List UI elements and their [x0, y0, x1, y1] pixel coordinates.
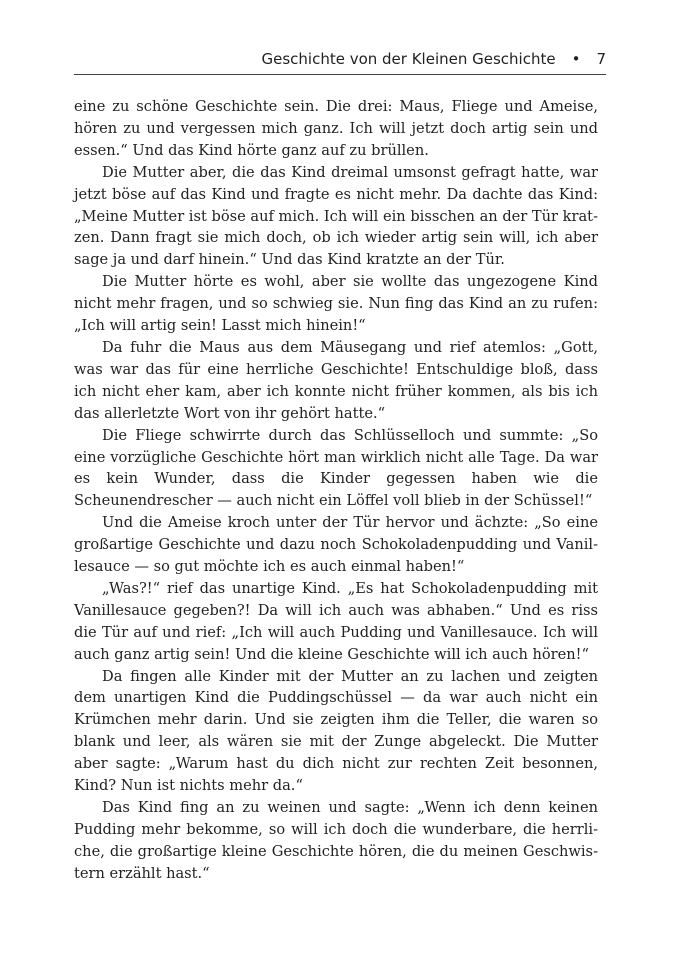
paragraph-9: Das Kind fing an zu weinen und sagte: „Wenn ich denn keinen Pudding mehr bekomme, so will ich doch die wunderbare, die herrliche, die großartige kleine Geschichte hören, die du meinen Geschwistern erzählt hast.“	[74, 799, 598, 882]
page-number: 7	[596, 50, 606, 68]
paragraph-8: Da fingen alle Kinder mit der Mutter an zu lachen und zeigten dem unartigen Kind die Puddingschüssel — da war auch nicht ein Krümchen mehr darin. Und sie zeigten ihm die Teller, die waren so blank und leer, als wären sie mit der Zunge abgeleckt. Die Mutter aber sagte: „Warum hast du dich nicht zur rechten Zeit besonnen, Kind? Nun ist nichts mehr da.“	[74, 667, 598, 795]
header-title: Geschichte von der Kleinen Geschichte	[261, 50, 556, 68]
paragraph-2: Die Mutter aber, die das Kind dreimal umsonst gefragt hatte, war jetzt böse auf das Kind und fragte es nicht mehr. Da dachte das Kind: „Meine Mutter ist böse auf mich. Ich will ein bisschen an der Tür kratzen. Dann fragt sie mich doch, ob ich wieder artig sein will, ich aber sage ja und darf hinein.“ Und das Kind kratzte an der Tür.	[74, 163, 598, 269]
paragraph-3: Die Mutter hörte es wohl, aber sie wollte das ungezogene Kind nicht mehr fragen, und so schwieg sie. Nun fing das Kind an zu rufen: „Ich will artig sein! Lasst mich hinein!“	[74, 273, 598, 335]
running-header	[74, 46, 606, 75]
header-separator: •	[571, 50, 581, 68]
paragraph-1: eine zu schöne Geschichte sein. Die drei: Maus, Fliege und Ameise, hören zu und vergessen mich ganz. Ich will jetzt doch artig sein und essen.“ Und das Kind hörte ganz auf zu brüllen.	[74, 98, 598, 159]
paragraph-7: „Was?!“ rief das unartige Kind. „Es hat Schokoladenpudding mit Vanillesauce gegeben?! Da will ich auch was abhaben.“ Und es riss die Tür auf und rief: „Ich will auch Pudding und Vanillesauce. Ich will auch ganz artig sein! Und die kleine Geschichte will ich auch hören!“	[74, 579, 598, 663]
paragraph-6: Und die Ameise kroch unter der Tür hervor und ächzte: „So eine großartige Geschichte und dazu noch Schokoladenpudding und Vanillesauce — so gut möchte ich es auch einmal haben!“	[74, 514, 598, 576]
paragraph-5: Die Fliege schwirrte durch das Schlüsselloch und summte: „So eine vorzügliche Geschichte hört man wirklich nicht alle Tage. Da war es kein Wunder, dass die Kinder gegessen haben wie die Scheunendrescher — auch nicht ein Löffel voll blieb in der Schüssel!“	[74, 426, 598, 510]
paragraph-4: Da fuhr die Maus aus dem Mäusegang und rief atemlos: „Gott, was war das für eine herrliche Geschichte! Entschuldige bloß, dass ich nicht eher kam, aber ich konnte nicht früher kommen, als bis ich das allerletzte Wort von ihr gehört hatte.“	[74, 338, 598, 422]
page-body	[74, 96, 598, 885]
